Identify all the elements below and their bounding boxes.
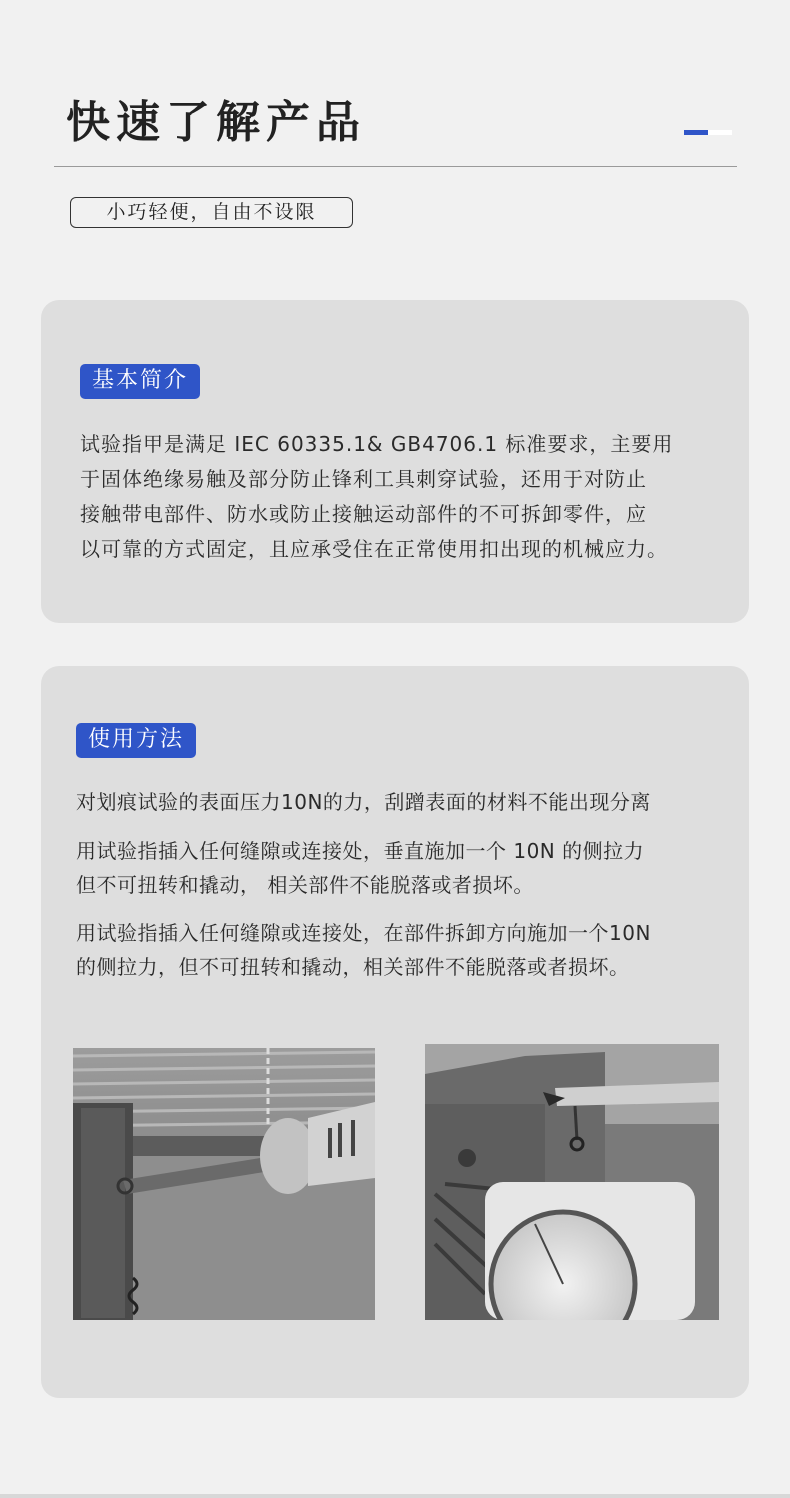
accent-bar-blue xyxy=(684,130,708,135)
test-finger-photo-1 xyxy=(73,1048,375,1320)
usage-card xyxy=(41,666,749,1398)
usage-paragraph-1: 对划痕试验的表面压力10N的力，刮蹭表面的材料不能出现分离 xyxy=(76,790,651,814)
usage-paragraph-3 xyxy=(76,916,736,984)
header-divider xyxy=(54,166,737,167)
spring-scale-photo xyxy=(425,1044,719,1320)
intro-line: 以可靠的方式固定，且应承受住在正常使用扣出现的机械应力。 xyxy=(80,537,668,561)
tagline: 小巧轻便，自由不设限 xyxy=(70,197,353,228)
intro-card xyxy=(41,300,749,623)
usage-paragraph-2 xyxy=(76,834,736,902)
usage-line: 用试验指插入任何缝隙或连接处，在部件拆卸方向施加一个10N xyxy=(76,921,651,945)
page-title: 快速了解产品 xyxy=(66,97,366,148)
usage-line: 用试验指插入任何缝隙或连接处，垂直施加一个 10N 的侧拉力 xyxy=(76,839,645,863)
intro-line: 接触带电部件、防水或防止接触运动部件的不可拆卸零件，应 xyxy=(80,502,647,526)
usage-line: 的侧拉力，但不可扭转和撬动，相关部件不能脱落或者损坏。 xyxy=(76,955,630,979)
usage-badge: 使用方法 xyxy=(76,723,196,758)
bottom-edge xyxy=(0,1494,790,1498)
accent-bar-white xyxy=(708,130,732,135)
intro-text xyxy=(80,427,724,567)
title-accent-bar xyxy=(684,130,732,135)
usage-line: 但不可扭转和撬动， 相关部件不能脱落或者损坏。 xyxy=(76,873,534,897)
intro-badge: 基本简介 xyxy=(80,364,200,399)
intro-line: 于固体绝缘易触及部分防止锋利工具刺穿试验，还用于对防止 xyxy=(80,467,647,491)
intro-line: 试验指甲是满足 IEC 60335.1& GB4706.1 标准要求，主要用 xyxy=(80,432,674,456)
